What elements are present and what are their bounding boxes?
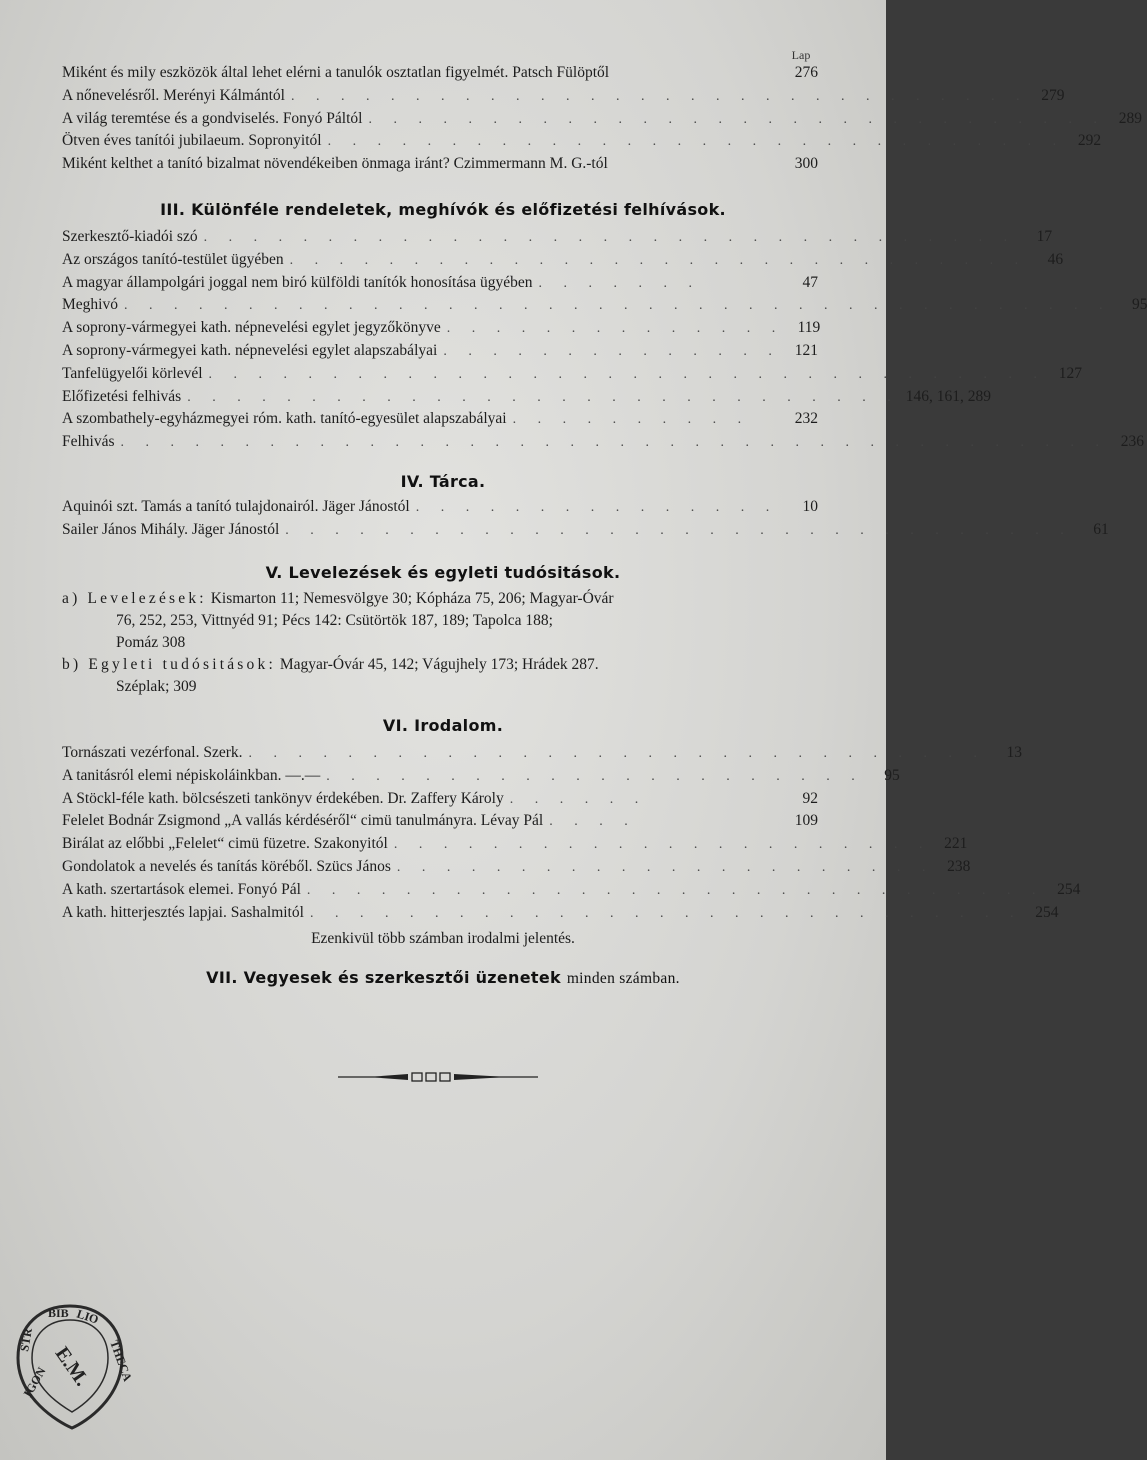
entry-page: 238 (947, 857, 971, 875)
entry-title: A világ teremtése és a gondviselés. Fonyó Páltól (62, 109, 363, 127)
entry-title: A szombathely-egyházmegyei róm. kath. tanító-egyesület alapszabályai (62, 410, 507, 428)
leader-dots: . . . . . . (509, 791, 648, 807)
entry-title: A soprony-vármegyei kath. népnevelési egylet jegyzőkönyve (62, 319, 441, 337)
svg-text:IGON: IGON (20, 1364, 49, 1400)
entry-title: Felhivás (62, 433, 115, 451)
entry-page: 92 (802, 789, 818, 807)
entry-page: 232 (794, 410, 818, 428)
section-heading-iv: IV. Tárca. (400, 472, 486, 491)
toc-entry (62, 249, 1064, 272)
entry-title: Meghivó (62, 296, 118, 314)
ornamental-rule (338, 1070, 538, 1084)
entry-title: A soprony-vármegyei kath. népnevelési egylet alapszabályai (62, 341, 438, 359)
entry-title: A Stöckl-féle kath. bölcsészeti tankönyv érdekében. Dr. Zaffery Károly (62, 789, 504, 807)
toc-entry (62, 431, 1145, 454)
leader-dots: . . . . . . . . . . . . . . . . . . . . . . . . . . . . . . (327, 134, 1066, 150)
leader-dots: . . . . . . . . . . . . . . (443, 343, 781, 359)
correspondence-a-cont: 76, 252, 253, Vittnyéd 91; Pécs 142: Csütörtök 187, 189; Tapolca 188; (116, 612, 553, 629)
entry-page: 109 (794, 812, 818, 830)
entry-title: Az országos tanító-testület ügyében (62, 250, 284, 268)
toc-entry (62, 85, 1065, 108)
toc-section-iii (62, 226, 1147, 454)
leader-dots: . . . . . . . . . . . . . . . . . . . . . . . . . . . . . . (368, 111, 1106, 127)
entry-title: A kath. hitterjesztés lapjai. Sashalmitól (62, 903, 304, 921)
leader-dots: . . . . . . . . . . . . . . . . . . . . . . (393, 837, 932, 853)
leader-dots: . . . . . . . . . . . . . . . . . . . . . . . . . . . . . . . . . . . . . . . . (120, 435, 1109, 451)
toc-entry (62, 742, 1023, 765)
correspondence-a-label: a) Levelezések: (62, 590, 207, 607)
svg-text:BIB: BIB (48, 1306, 69, 1320)
toc-entry (62, 496, 818, 519)
entry-page: 221 (944, 835, 968, 853)
entry-page: 13 (1006, 744, 1023, 761)
leader-dots: . . . . . . . . . . . . . . . . . . . . . . . . . . . . . . . . (285, 522, 1073, 538)
entry-page: 95 (884, 766, 900, 784)
entry-title: Szerkesztő-kiadói szó (62, 228, 198, 245)
leader-dots: . . . . . . . . . . . . . . . (415, 500, 779, 515)
toc-entry (62, 62, 818, 85)
entry-title: Birálat az előbbi „Felelet“ cimü füzetre. Szakonyitól (62, 835, 388, 853)
entry-title: Ötven éves tanítói jubilaeum. Sopronyitól (62, 132, 322, 150)
entry-page: 276 (794, 64, 818, 81)
entry-page: 61 (1093, 520, 1109, 538)
leader-dots: . . . . . . . . . . . . . . . . . . . . . . . . . . . . . . (306, 882, 1045, 898)
section-heading-vi: VI. Irodalom. (382, 716, 504, 735)
entry-title: A nőnevelésről. Merényi Kálmántól (62, 86, 285, 104)
entry-page: 292 (1077, 132, 1102, 150)
leader-dots: . . . . . . . . . . . . . . . . . . . . . . . . . . . . . . . . . (203, 230, 1017, 245)
section-vii-plain: minden számban. (566, 970, 680, 987)
toc-entry (62, 108, 1142, 131)
leader-dots: . . . . . . . . . . . . . . . . . . . . . . . . . . . . . (187, 389, 900, 405)
leader-dots: . . . . . . . . . . . . . . . . . . . . . . . . . . . . . . (290, 88, 1029, 104)
toc-entry (62, 363, 1083, 386)
toc-entry (62, 294, 1147, 317)
entry-title: Miként és mily eszközök által lehet elérni a tanulók osztatlan figyelmét. Patsch Fülöptől (62, 64, 610, 81)
toc-entry (62, 408, 818, 431)
toc-entry (62, 130, 1102, 153)
page-column-label: Lap (791, 48, 811, 62)
toc-entry (62, 902, 1059, 925)
entry-page: 47 (802, 273, 818, 291)
toc-entry (62, 317, 821, 340)
leader-dots: . . . . . . . (538, 275, 701, 291)
correspondence-list (62, 588, 822, 698)
entry-title: Miként kelthet a tanító bizalmat növendékeiben önmaga iránt? Czimmermann M. G.-tól (62, 155, 608, 173)
entry-page: 254 (1057, 880, 1081, 898)
leader-dots: . . . . . . . . . . . . . . . . . . . . . . . . . . . . . . . . . . (208, 366, 1047, 382)
literature-note: Ezenkivül több számban irodalmi jelentés. (311, 930, 575, 947)
entry-title: Tanfelügyelői körlevél (62, 364, 203, 382)
correspondence-b-text: Magyar-Óvár 45, 142; Vágujhely 173; Hrádek 287. (279, 656, 599, 673)
toc-entry (62, 153, 818, 176)
entry-page: 121 (794, 341, 818, 359)
correspondence-a (62, 588, 822, 610)
entry-title: Tornászati vezérfonal. Szerk. (62, 744, 243, 761)
section-heading-v: V. Levelezések és egyleti tudósitások. (265, 563, 621, 582)
toc-entry (62, 833, 968, 856)
correspondence-b-label: b) Egyleti tudósitások: (62, 656, 276, 673)
svg-text:STR: STR (17, 1327, 36, 1353)
entry-title: Felelet Bodnár Zsigmond „A vallás kérdéséről“ cimü tanulmányra. Lévay Pál (62, 812, 544, 830)
section-heading-vii (0, 968, 886, 988)
entry-page: 146, 161, 289 (905, 387, 991, 405)
correspondence-a-text: Kismarton 11; Nemesvölgye 30; Kópháza 75, 206; Magyar-Óvár (210, 590, 614, 607)
library-stamp-icon (14, 1302, 135, 1432)
leader-dots: . . . . . . . . . . . . . . . . . . . . . . . . . . . . . . (248, 746, 987, 761)
section-heading-iii: III. Különféle rendeletek, meghívók és előfizetési felhívások. (160, 200, 726, 219)
entry-title: Aquinói szt. Tamás a tanító tulajdonairól. Jäger Jánostól (62, 498, 410, 515)
leader-dots: . . . . . . . . . . . . . . . . . . . . . . . . . . . . . (309, 905, 1023, 921)
entry-title: A kath. szertartások elemei. Fonyó Pál (62, 880, 301, 898)
entry-title: Előfizetési felhivás (62, 387, 182, 405)
toc-entry (62, 879, 1081, 902)
toc-entry (62, 856, 971, 879)
entry-page: 119 (797, 319, 821, 337)
leader-dots: . . . . . . . . . . . . . . . . . . . . . . (396, 859, 935, 875)
correspondence-a-cont: Pomáz 308 (116, 634, 186, 651)
entry-page: 10 (802, 498, 818, 515)
leader-dots: . . . . . . . . . . (512, 412, 751, 428)
toc-section-iv (62, 496, 1109, 542)
leader-dots: . . . . . . . . . . . . . . . . . . . . . . . . . . . . . . (289, 252, 1028, 268)
entry-page: 46 (1047, 250, 1064, 268)
correspondence-b-cont: Széplak; 309 (116, 678, 197, 695)
entry-title: Sailer János Mihály. Jäger Jánostól (62, 520, 280, 538)
entry-page: 127 (1058, 364, 1083, 382)
svg-text:E.M.: E.M. (50, 1342, 93, 1391)
toc-entry (62, 272, 818, 295)
entry-page: 95 (1131, 296, 1147, 314)
toc-entry (62, 810, 818, 833)
entry-page: 289 (1118, 109, 1142, 127)
svg-text:LIO: LIO (75, 1306, 101, 1327)
toc-entry (62, 340, 818, 363)
entry-page: 17 (1036, 228, 1053, 245)
correspondence-b (62, 654, 822, 676)
toc-section-top (62, 62, 1142, 176)
entry-title: A magyar állampolgári joggal nem biró külföldi tanítók honosítása ügyében (62, 273, 533, 291)
entry-page: 254 (1035, 903, 1059, 921)
leader-dots: . . . . (549, 814, 637, 830)
leader-dots: . . . . . . . . . . . . . . . . . . . . . . (326, 768, 864, 784)
toc-entry (62, 765, 900, 788)
toc-entry (62, 788, 818, 811)
entry-title: Gondolatok a nevelés és tanítás köréből. Szücs János (62, 857, 391, 875)
entry-title: A tanitásról elemi népiskoláinkban. —.— (62, 766, 321, 784)
leader-dots: . . . . . . . . . . . . . . (446, 321, 785, 337)
entry-page: 279 (1041, 86, 1065, 104)
section-vii-bold: VII. Vegyesek és szerkesztői üzenetek (206, 968, 561, 987)
toc-entry (62, 519, 1109, 542)
leader-dots: . . . . . . . . . . . . . . . . . . . . . . . . . . . . . . . . . . . . . . . . (123, 298, 1112, 314)
entry-page: 236 (1120, 433, 1145, 451)
svg-text:THECA: THECA (107, 1338, 135, 1384)
entry-page: 300 (794, 155, 818, 173)
toc-entry (62, 386, 991, 409)
toc-section-vi (62, 742, 1081, 924)
toc-entry (62, 226, 1053, 249)
